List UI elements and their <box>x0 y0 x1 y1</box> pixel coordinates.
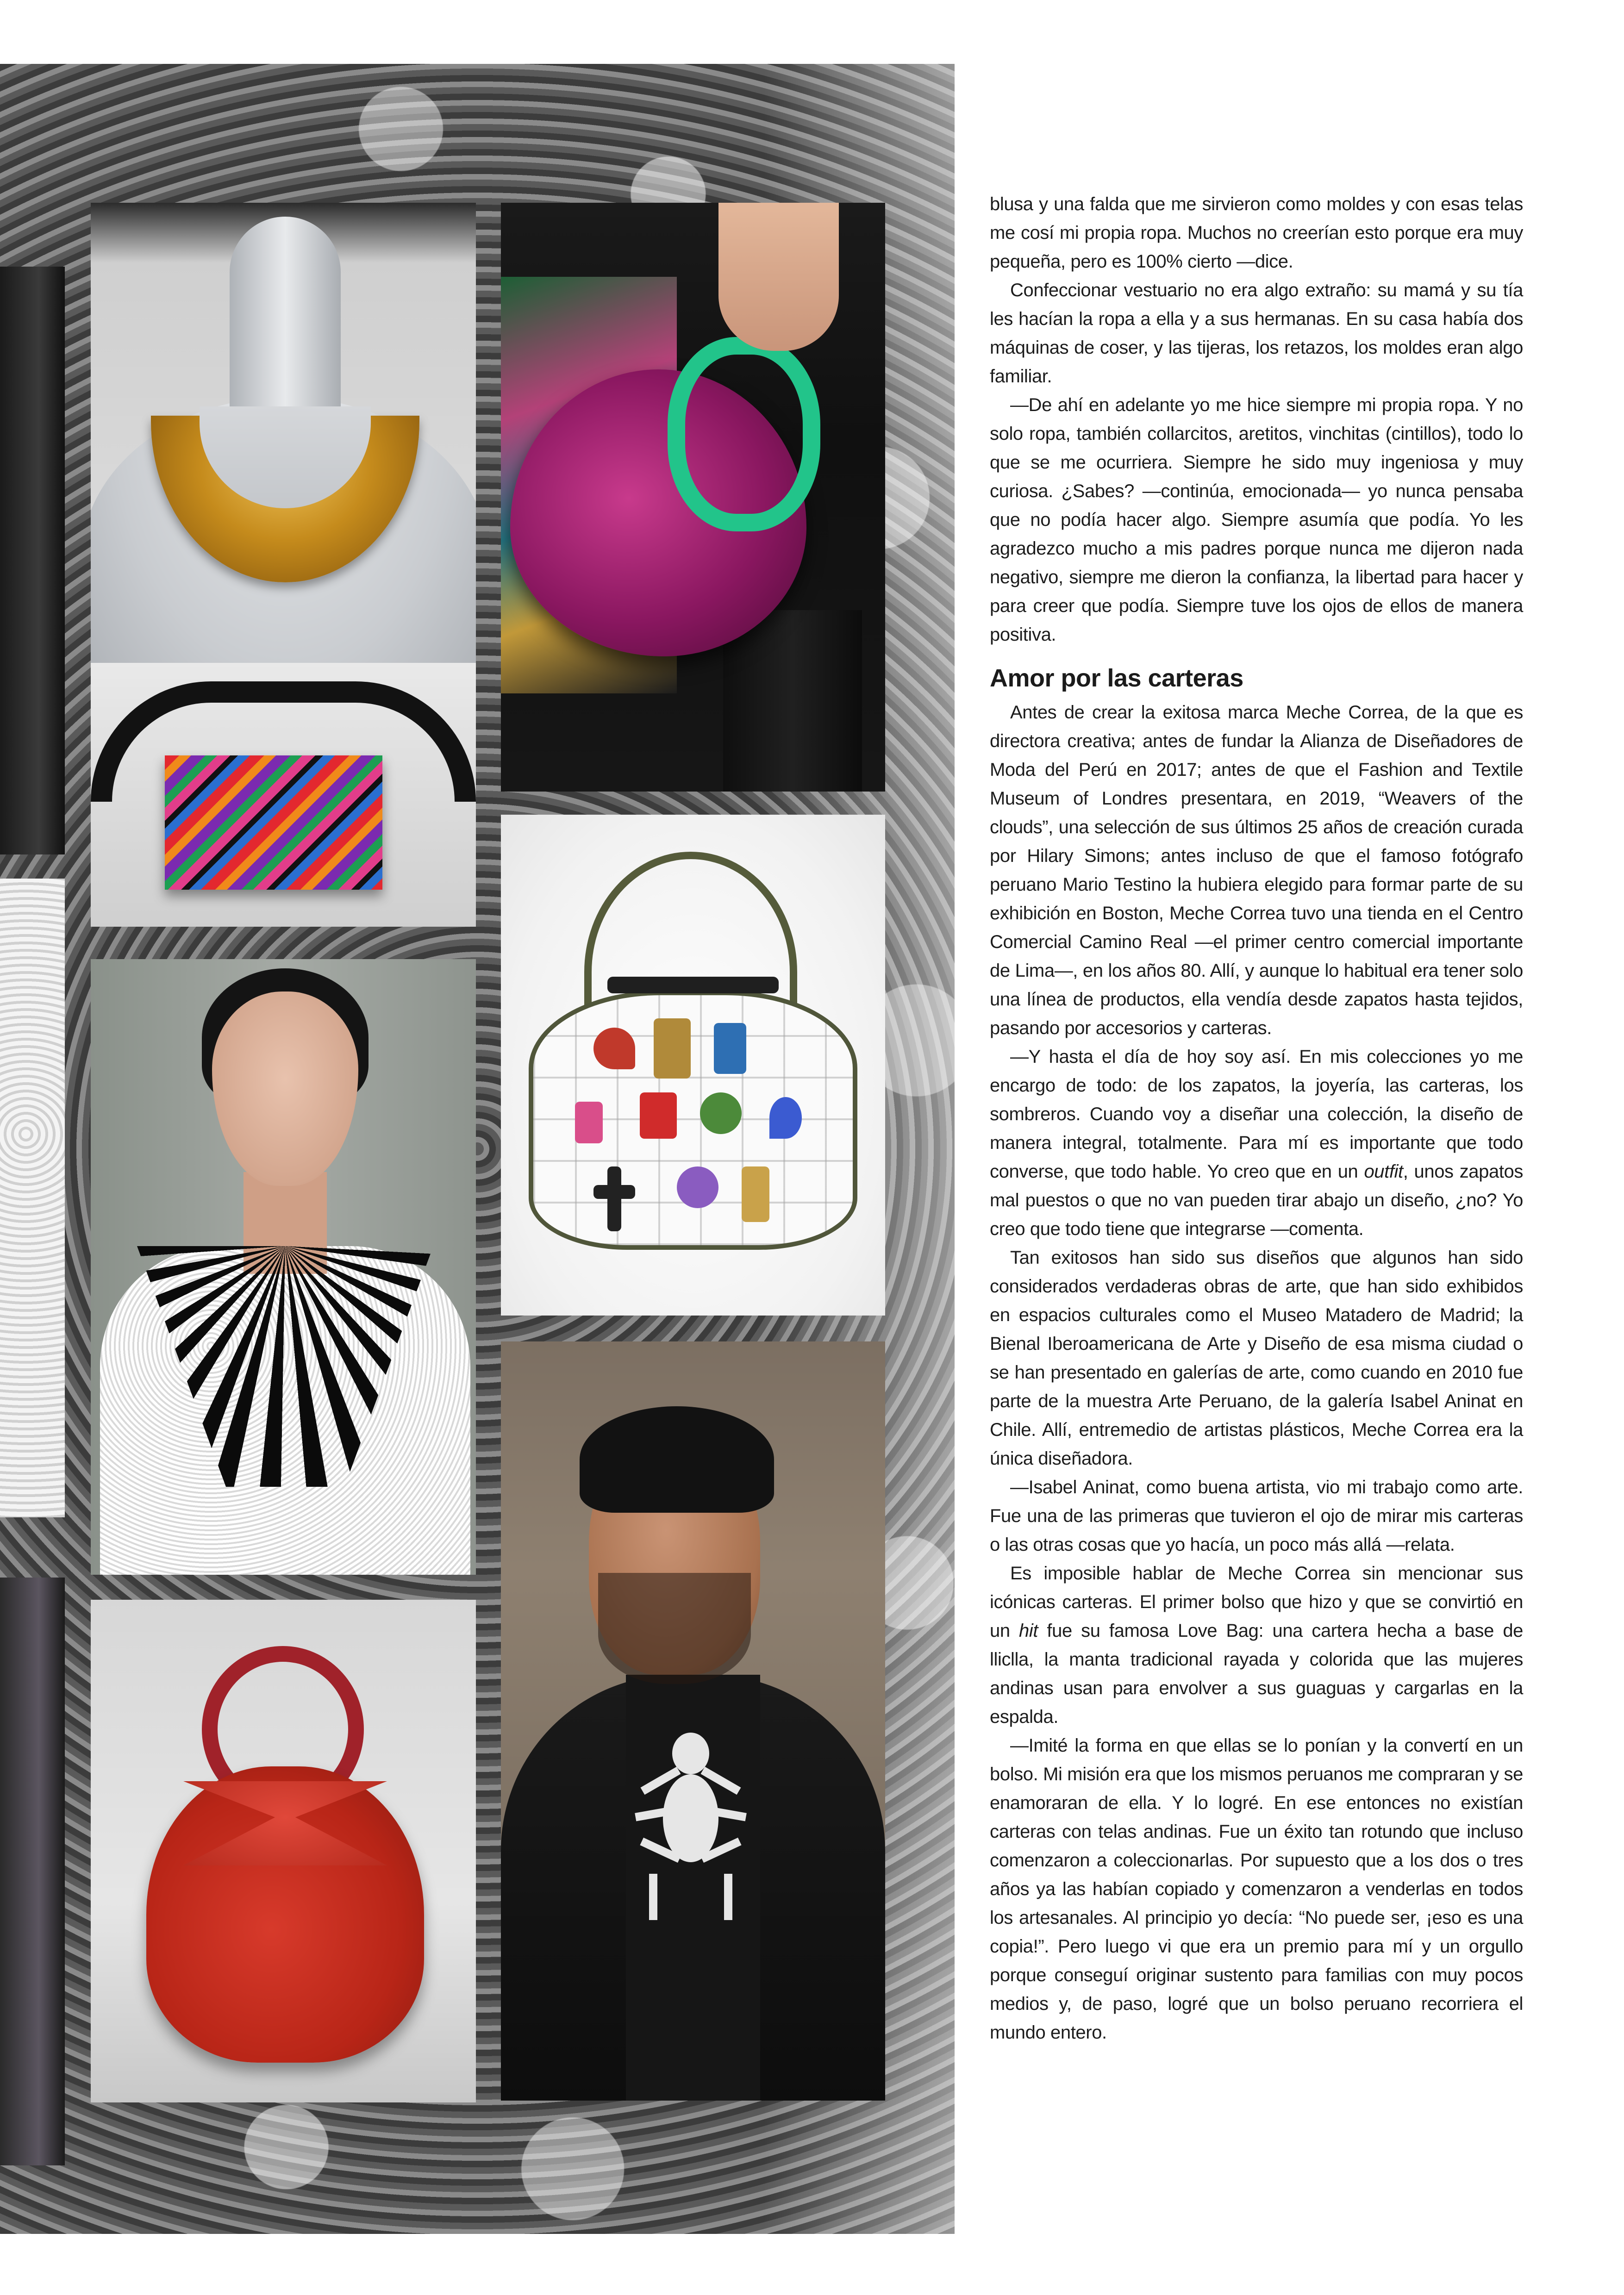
striped-andean-bag <box>165 755 382 890</box>
body-paragraph: —Imité la forma en que ellas se lo ponían y la convertí en un bolso. Mi misión era que los mismos peruanos me compraran y se enamoraran de ella. Y lo logré. En ese entonces no existían carteras con telas andinas. Fue un éxito tan rotundo que incluso comenzaron a coleccionarlas. Por supuesto que a los dos o tres años ya las habían copiado y comenzaron a venderlas en todos los artesanales. Al principio yo decía: “No puede ser, ¡eso es una copia!”. Pero luego vi que era un premio para mí y un orgullo porque conseguí originar sustento para familias con muy pocos medios y, de paso, logré que un bolso peruano recorriera el mundo entero. <box>990 1735 1523 2043</box>
body-paragraph: Tan exitosos han sido sus diseños que algunos han sido considerados verdaderas obras de arte, que han sido exhibidos en espacios culturales como el Museo Matadero de Madrid; la Bienal Iberoamericana de Arte y Diseño de esa misma ciudad o se han presentado en galerías de arte, como cuando en 2010 fue parte de la muestra Arte Peruano, de la galería Isabel Aninat en Chile. Allí, entremedio de artistas plásticos, Meche Correa era la única diseñadora. <box>990 1247 1523 1469</box>
body-paragraph: —De ahí en adelante yo me hice siempre mi propia ropa. Y no solo ropa, también collarcitos, aretitos, vinchitas (cintillos), todo lo que se me ocurriera. Siempre he sido muy ingeniosa y muy curiosa. ¿Sabes? —continúa, emocionada— yo nunca pensaba que no podía hacer algo. Siempre asumía que podía. Yo les agradezco mucho a mis padres porque nunca me dijeron nada negativo, siempre me dieron la confianza, la libertad para hacer y para creer que podía. Siempre tuve los ojos de ellos de manera positiva. <box>990 395 1523 645</box>
cropped-photo-strip <box>0 267 65 854</box>
photo-pink-velvet-bag <box>501 203 885 792</box>
spider-pendant-icon <box>631 1721 751 1925</box>
body-paragraph: blusa y una falda que me sirvieron como moldes y con esas telas me cosí mi propia ropa. Muchos no creerían esto porque era muy pequeña, pero es 100% cierto —dice. <box>990 194 1523 272</box>
photo-man-spider-pendant <box>501 1341 885 2101</box>
body-paragraph: Confeccionar vestuario no era algo extraño: su mamá y su tía les hacían la ropa a ella y a sus hermanas. En su casa había dos máquinas de coser, y las tijeras, los retazos, los moldes eran algo familiar. <box>990 280 1523 387</box>
cropped-photo-strip <box>0 879 65 1517</box>
body-paragraph: —Y hasta el día de hoy soy así. En mis colecciones yo me encargo de todo: de los zapatos, la joyería, las carteras, los sombreros. Cuando voy a diseñar una colección, la diseño de manera integral, totalmente. Para mí es importante que todo converse, que todo hable. Yo creo que en un outfit, unos zapatos mal puestos o que no van pueden tirar abajo un diseño, ¿no? Yo creo que todo tiene que integrarse —comenta. <box>990 1047 1523 1239</box>
photo-model-spike-necklace <box>91 959 476 1575</box>
photo-clear-charm-bag <box>501 815 885 1316</box>
article-column <box>990 190 1523 2047</box>
cropped-photo-strip <box>0 1578 65 2165</box>
photo-gold-necklace <box>91 203 476 704</box>
body-paragraph: —Isabel Aninat, como buena artista, vio mi trabajo como arte. Fue una de las primeras que tuvieron el ojo de mirar mis carteras o las otras cosas que yo hacía, un poco más allá —relata. <box>990 1477 1523 1555</box>
model-face <box>212 992 358 1186</box>
photo-red-bow-bag <box>91 1600 476 2102</box>
green-bag-handle <box>668 337 820 531</box>
section-heading: Amor por las carteras <box>990 664 1243 692</box>
photo-striped-andean-bag <box>91 663 476 927</box>
body-paragraph: Antes de crear la exitosa marca Meche Correa, de la que es directora creativa; antes de fundar la Alianza de Diseñadores de Moda del Perú en 2017; antes de que el Fashion and Textile Museum of Londres presentara, en 2019, “Weavers of the clouds”, una selección de sus últimos 25 años de creación curada por Hilary Simons; antes incluso de que el famoso fotógrafo peruano Mario Testino la hubiera elegido para formar parte de su exhibición en Boston, Meche Correa tuvo una tienda en el Centro Comercial Camino Real —el primer centro comercial importante de Lima—, en los años 80. Allí, y aunque lo habitual era tener solo una línea de productos, ella vendía desde zapatos hasta tejidos, pasando por accesorios y carteras. <box>990 702 1523 1038</box>
body-paragraph: Es imposible hablar de Meche Correa sin mencionar sus icónicas carteras. El primer bolso que hizo y que se convirtió en un hit fue su famosa Love Bag: una cartera hecha a base de lliclla, la manta tradicional rayada y colorida que las mujeres andinas usan para envolver a sus guaguas y cargarlas en la espalda. <box>990 1563 1524 1727</box>
